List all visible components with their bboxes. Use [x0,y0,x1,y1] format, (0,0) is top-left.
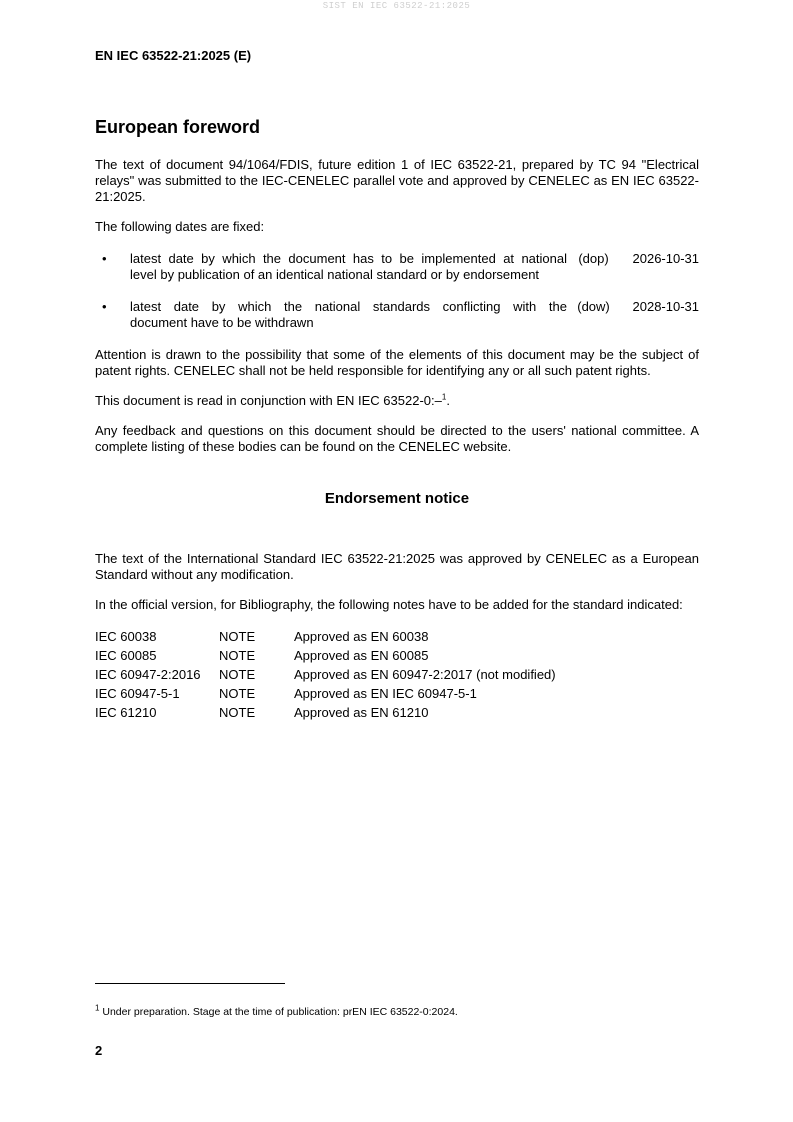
conjunction-paragraph [95,393,699,409]
note-text: Approved as EN 60947-2:2017 (not modified) [294,667,556,682]
fixed-dates-list [95,251,699,331]
standard-ref: IEC 60038 [95,629,157,644]
page-number: 2 [95,1043,103,1058]
note-label: NOTE [219,705,256,720]
table-row [95,703,556,722]
table-row [95,646,556,665]
footnote-mark: 1 [95,1003,100,1013]
footnote [95,1003,458,1019]
bullet: • [102,299,107,314]
date-description [130,251,567,283]
date-description-line1: latest date by which the national standards conflicting with the [130,299,567,314]
standard-ref: IEC 60947-5-1 [95,686,180,701]
date-value: 2028-10-31 [632,299,699,314]
table-row [95,684,556,703]
date-description-line1: latest date by which the document has to be implemented at national [130,251,567,266]
date-value: 2026-10-31 [632,251,699,266]
date-item-dop [95,251,699,283]
date-description-line2: document have to be withdrawn [130,315,314,330]
conjunction-text: This document is read in conjunction with EN IEC 63522-0:– [95,393,442,408]
table-row [95,627,556,646]
patent-paragraph: Attention is drawn to the possibility that some of the elements of this document may be the subject of patent rights. CENELEC shall not be held responsible for identifying any or all such patent rights. [95,347,699,378]
foreword-title: European foreword [95,117,261,137]
note-text: Approved as EN IEC 60947-5-1 [294,686,477,701]
note-label: NOTE [219,686,256,701]
note-label: NOTE [219,629,256,644]
dates-intro: The following dates are fixed: [95,219,265,234]
date-code: (dop) [578,251,609,266]
note-label: NOTE [219,667,256,682]
table-row [95,665,556,684]
watermark: SIST EN IEC 63522-21:2025 [322,1,471,11]
footnote-separator [95,983,285,984]
date-code: (dow) [577,299,610,314]
bibliography-notes-table [95,627,556,722]
standard-ref: IEC 61210 [95,705,157,720]
note-text: Approved as EN 60085 [294,648,429,663]
conjunction-period: . [446,393,450,408]
bibliography-intro: In the official version, for Bibliography, the following notes have to be added for the standard indicated: [95,597,683,612]
document-id-header: EN IEC 63522-21:2025 (E) [95,48,252,63]
note-text: Approved as EN 61210 [294,705,429,720]
note-label: NOTE [219,648,256,663]
footnote-text: Under preparation. Stage at the time of publication: prEN IEC 63522-0:2024. [99,1006,458,1018]
feedback-paragraph: Any feedback and questions on this document should be directed to the users' national committee. A complete listing of these bodies can be found on the CENELEC website. [95,423,699,454]
bullet: • [102,251,107,266]
date-description [130,299,567,331]
main-content [95,116,699,722]
date-item-dow [95,299,699,331]
footnote-reference[interactable]: 1 [441,392,447,402]
endorsement-title: Endorsement notice [324,490,470,507]
foreword-paragraph: The text of document 94/1064/FDIS, future edition 1 of IEC 63522-21, prepared by TC 94 "Electrical relays" was submitted to the IEC-CENELEC parallel vote and approved by CENELEC as EN IEC 63522-21:2025. [95,157,699,204]
endorsement-paragraph: The text of the International Standard IEC 63522-21:2025 was approved by CENELEC as a European Standard without any modification. [95,551,699,582]
standard-ref: IEC 60085 [95,648,157,663]
note-text: Approved as EN 60038 [294,629,429,644]
standard-ref: IEC 60947-2:2016 [95,667,201,682]
date-description-line2: level by publication of an identical national standard or by endorsement [130,267,540,282]
